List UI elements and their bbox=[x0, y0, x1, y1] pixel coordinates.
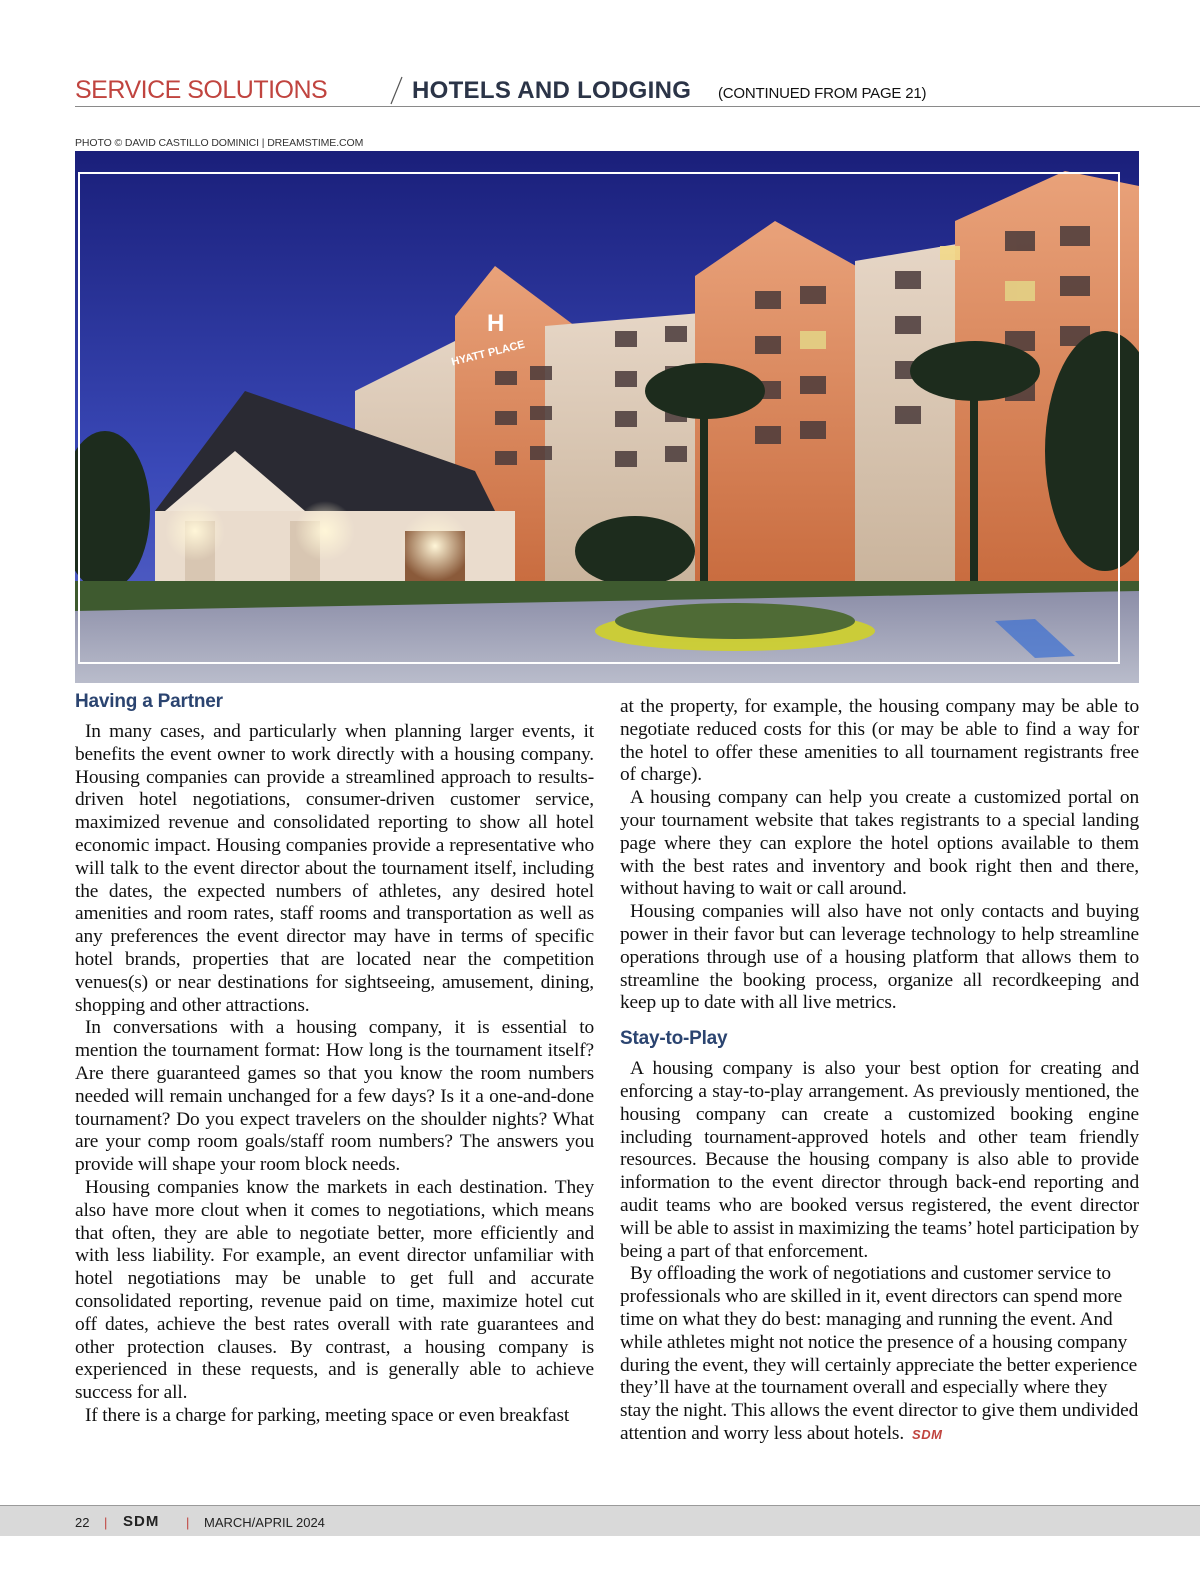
paragraph: A housing company can help you create a customized portal on your tournament website that takes registrants to a special landing page where they can explore the hotel options available to them with the best rates and inventory and book right then and there, without having to wait or call around. bbox=[620, 787, 1139, 900]
hotel-photo bbox=[75, 151, 1139, 683]
issue-date: MARCH/APRIL 2024 bbox=[204, 1515, 325, 1530]
page-number: 22 bbox=[75, 1515, 90, 1530]
photo-credit: PHOTO © DAVID CASTILLO DOMINICI | DREAMSTIME.COM bbox=[75, 137, 364, 149]
paragraph-text: By offloading the work of negotiations and customer service to professionals who are skilled in it, event directors can spend more time on what they do best: managing and running the event. And while athletes might not notice the presence of a housing company during the event, they will certainly appreciate the better experience they’ll have at the tournament overall and especially where they stay the night. This allows the event director to give them undivided attention and worry less about hotels. bbox=[620, 1263, 1139, 1444]
paragraph: In conversations with a housing company, it is essential to mention the tournament format: How long is the tournament itself? Are there guaranteed games so that you know the room numbers needed will remain unchanged for a few days? Is it a one-and-done tournament? Do you expect travelers on the shoulder nights? What are your comp room goals/staff room numbers? The answers you provide will shape your room block needs. bbox=[75, 1017, 594, 1176]
left-column bbox=[75, 690, 594, 1428]
heading-stay-to-play: Stay-to-Play bbox=[620, 1028, 728, 1050]
svg-text:H: H bbox=[487, 310, 505, 337]
topic-title: HOTELS AND LODGING bbox=[412, 77, 692, 104]
end-mark-logo: SDM bbox=[912, 1426, 943, 1442]
heading-having-a-partner: Having a Partner bbox=[75, 691, 223, 712]
footer-separator: | bbox=[186, 1515, 190, 1530]
paragraph: at the property, for example, the housing company may be able to negotiate reduced costs for this (or may be able to find a way for the hotel to offer these amenities to all tournament registrants free of charge). bbox=[620, 696, 1139, 786]
paragraph: If there is a charge for parking, meeting space or even breakfast bbox=[85, 1404, 570, 1426]
brand-logo: SDM bbox=[123, 1513, 160, 1530]
hotel-sign-text: HYATT PLACE bbox=[450, 338, 527, 369]
right-column bbox=[620, 696, 1139, 1447]
section-label: SERVICE SOLUTIONS bbox=[75, 76, 328, 104]
page-footer bbox=[0, 1505, 1200, 1536]
slash-divider-icon bbox=[387, 74, 407, 106]
paragraph: Housing companies know the markets in each destination. They also have more clout when it comes to negotiations, which means that often, they are able to negotiate better, more efficiently and with less liability. For example, an event director unfamiliar with hotel negotiations may be unable to get full and accurate consolidated reporting, revenue paid on time, maximize hotel cut off dates, achieve the best rates overall with rate guarantees and other protection clauses. By contrast, a housing company is experienced in these requests, and is generally able to achieve success for all. bbox=[75, 1176, 594, 1404]
paragraph: Housing companies will also have not only contacts and buying power in their favor but can leverage technology to help streamline operations through use of a housing platform that allows them to streamline the booking process, organize all recordkeeping and keep up to date with all live metrics. bbox=[620, 901, 1139, 1014]
continued-note: (CONTINUED FROM PAGE 21) bbox=[718, 85, 927, 102]
paragraph: In many cases, and particularly when planning larger events, it benefits the event owner to work directly with a housing company. Housing companies can provide a streamlined approach to results-driven hotel negotiations, consumer-driven customer service, maximized revenue and consolidated reporting to show all hotel economic impact. Housing companies provide a representative who will talk to the event director about the tournament itself, including the dates, the expected numbers of athletes, any desired hotel amenities and room rates, staff rooms and transportation as well as any preferences the event director may have in terms of specific hotel brands, properties that are located near the competition venues(s) or near destinations for sightseeing, amusement, dining, shopping and other attractions. bbox=[75, 721, 594, 1016]
footer-separator: | bbox=[104, 1515, 108, 1530]
page-header bbox=[75, 74, 1200, 107]
paragraph: A housing company is also your best option for creating and enforcing a stay-to-play arrangement. As previously mentioned, the housing company can create a customized booking engine including tournament-approved hotels and other team friendly resources. Because the housing company is also able to provide information to the event director through back-end reporting and audit teams who are booked versus registered, the event director will be able to assist in maximizing the teams’ hotel participation by being a part of that enforcement. bbox=[620, 1058, 1139, 1262]
paragraph bbox=[620, 1263, 1139, 1446]
